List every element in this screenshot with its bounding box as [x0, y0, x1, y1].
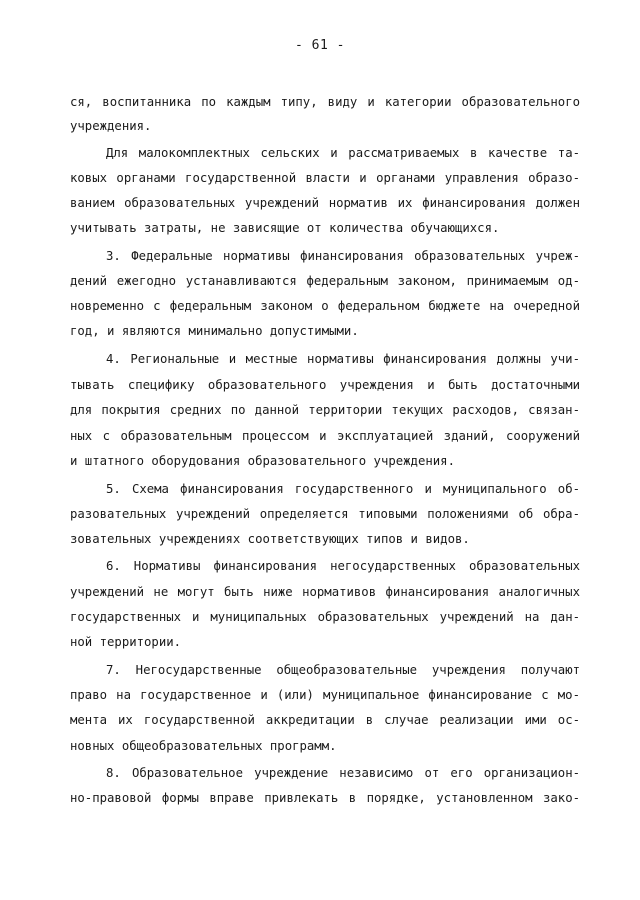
text-line: и штатного оборудования образовательного учреждения. [70, 454, 455, 468]
text-line: учреждений не могут быть ниже нормативов финансирования аналогичных [70, 585, 580, 599]
text-line: 7. Негосударственные общеобразовательные учреждения получают [106, 663, 580, 677]
text-line: ванием образовательных учреждений норматив их финансирования должен [70, 196, 580, 210]
text-line: учреждения. [70, 119, 152, 133]
text-line: право на государственное и (или) муниципальное финансирование с мо- [70, 688, 580, 702]
text-line: новных общеобразовательных программ. [70, 739, 337, 753]
text-line: зовательных учреждениях соответствующих типов и видов. [70, 532, 470, 546]
text-line: 3. Федеральные нормативы финансирования образовательных учреж- [106, 249, 580, 263]
text-line: Для малокомплектных сельских и рассматриваемых в качестве та- [106, 146, 580, 160]
text-line: год, и являются минимально допустимыми. [70, 324, 359, 338]
text-line: но-правовой формы вправе привлекать в порядке, установленном зако- [70, 791, 580, 805]
text-line: новременно с федеральным законом о федеральном бюджете на очередной [70, 299, 580, 313]
text-line: государственных и муниципальных образовательных учреждений на дан- [70, 610, 580, 624]
text-line: для покрытия средних по данной территории текущих расходов, связан- [70, 403, 580, 417]
text-line: тывать специфику образовательного учреждения и быть достаточными [70, 378, 580, 392]
text-line: ной территории. [70, 635, 182, 649]
text-line: ся, воспитанника по каждым типу, виду и категории образовательного [70, 95, 580, 109]
text-line: 8. Образовательное учреждение независимо от его организацион- [106, 766, 580, 780]
text-line: ных с образовательным процессом и эксплуатацией зданий, сооружений [70, 429, 580, 443]
page-number: - 61 - [295, 38, 345, 53]
text-line: учитывать затраты, не зависящие от количества обучающихся. [70, 221, 500, 235]
text-line: 5. Схема финансирования государственного и муниципального об- [106, 482, 580, 496]
text-line: мента их государственной аккредитации в случае реализации ими ос- [70, 713, 580, 727]
text-line: дений ежегодно устанавливаются федеральным законом, принимаемым од- [70, 274, 580, 288]
text-line: 6. Нормативы финансирования негосударственных образовательных [106, 559, 580, 573]
text-line: разовательных учреждений определяется типовыми положениями об обра- [70, 507, 580, 521]
text-line: 4. Региональные и местные нормативы финансирования должны учи- [106, 352, 580, 366]
text-line: ковых органами государственной власти и органами управления образо- [70, 171, 580, 185]
